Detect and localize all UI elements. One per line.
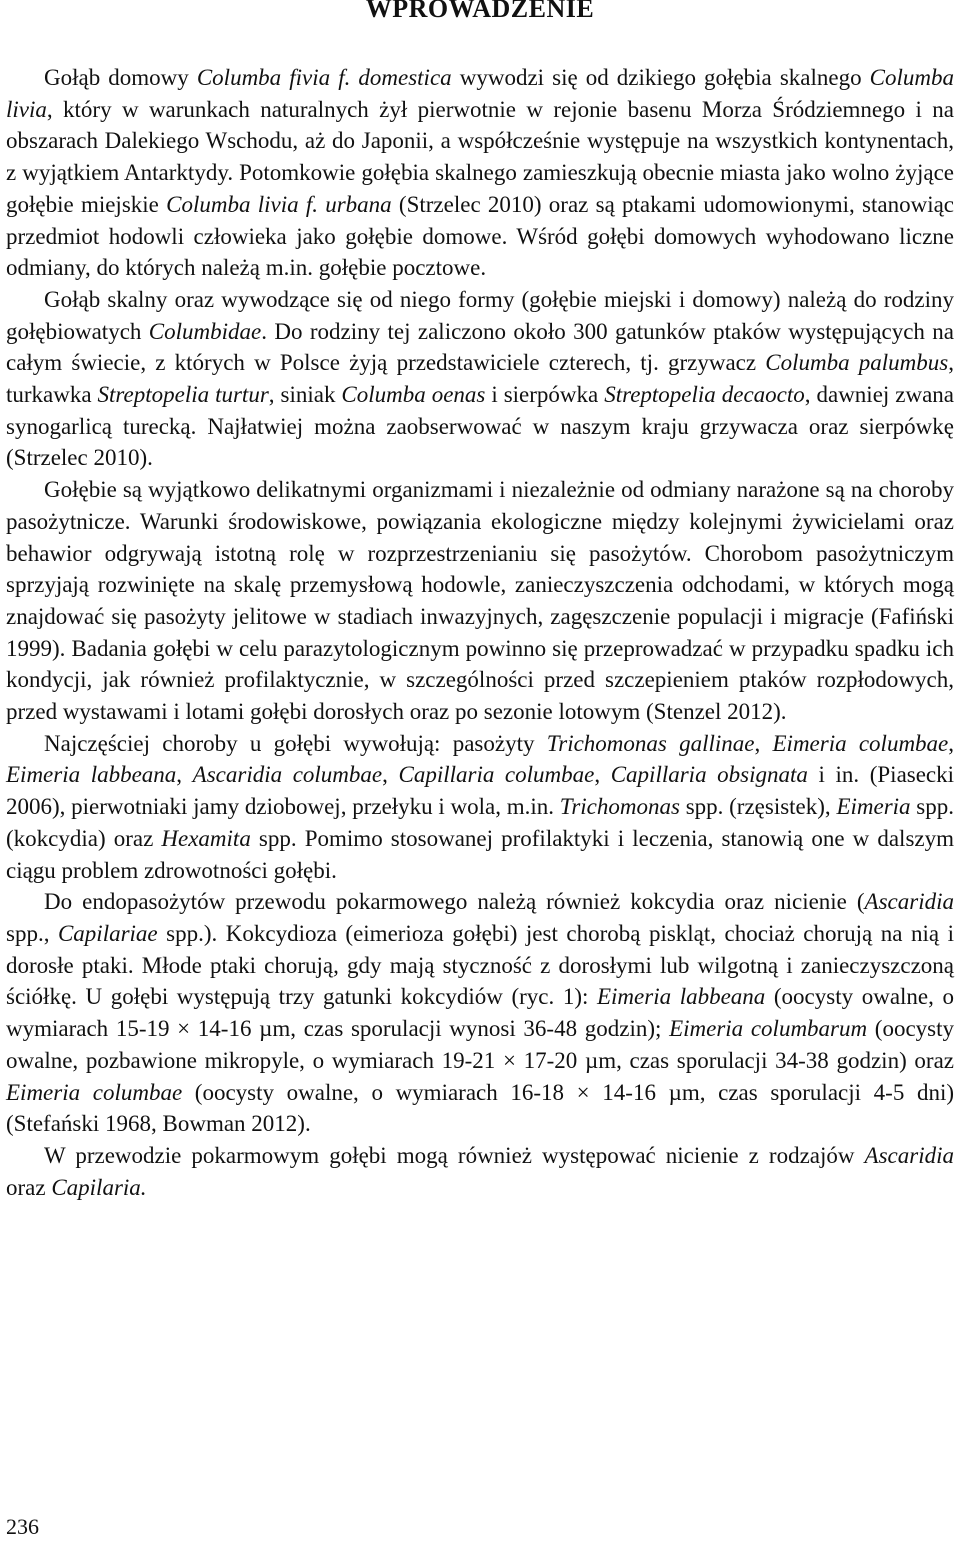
italic-term: Ascaridia columbae — [192, 762, 383, 788]
text-run: Gołąb domowy — [44, 65, 197, 90]
italic-term: Streptopelia turtur — [97, 382, 269, 408]
text-run: Do endopasożytów przewodu pokarmowego należą również kokcydia oraz nicienie ( — [44, 889, 865, 915]
italic-term: Ascaridia — [864, 1142, 954, 1168]
text-run: , — [754, 730, 773, 756]
italic-term: Columba palumbus — [765, 350, 949, 376]
text-run: oraz — [6, 1174, 52, 1200]
text-run: , — [176, 762, 193, 788]
italic-term: Eimeria columbae — [772, 730, 949, 756]
page-number: 236 — [6, 1514, 39, 1539]
text-run: (Strzelec 2010) oraz są ptakami udomowionymi, stanowiąc przedmiot hodowli człowieka jako gołębie domowe. Wśród gołębi domowych wyhodowano liczne odmiany, do których należą m.in. gołębie pocztowe. — [6, 191, 955, 281]
text-run: W przewodzie pokarmowym gołębi mogą również występować nicienie z rodzajów — [44, 1142, 865, 1168]
text-run: spp. (kokcydia) oraz — [6, 794, 954, 851]
body-text — [6, 62, 954, 1203]
italic-term: Eimeria columbarum — [669, 1016, 868, 1042]
italic-term: Columba fivia f. domestica — [196, 65, 452, 90]
italic-term: Ascaridia — [864, 889, 954, 915]
italic-term: Capillaria columbae — [398, 762, 595, 788]
text-run: (oocysty owalne, pozbawione mikropyle, o wymiarach 19-21 × 17-20 µm, czas sporulacji 34-38 godzin) oraz — [6, 1016, 955, 1073]
text-run: , który w warunkach naturalnych żył pierwotnie w rejonie basenu Morza Śródziemnego i na obszarach Dalekiego Wschodu, aż do Japonii, a współcześnie występuje na wszystkich kontynentach, z wyjątkiem Antarktydy. Potomkowie gołębia skalnego zamieszkują obecnie miasta jako wolno żyjące gołębie miejskie — [6, 96, 954, 217]
text-run: spp., — [6, 920, 58, 946]
paragraph — [6, 284, 954, 474]
text-run: i sierpówka — [485, 382, 605, 408]
italic-term: Eimeria columbae — [6, 1079, 183, 1105]
italic-term: Columba livia — [6, 65, 954, 122]
italic-term: Columba livia f. urbana — [166, 191, 392, 217]
italic-term: Eimeria — [836, 794, 911, 820]
italic-term: Trichomonas — [559, 794, 680, 820]
text-run: , — [948, 730, 955, 756]
text-run: . Do rodziny tej zaliczono około 300 gatunków ptaków występujących na całym świecie, z których w Polsce żyją przedstawiciele czterech, tj. grzywacz — [6, 318, 954, 376]
text-run: wywodzi się od dzikiego gołębia skalnego — [451, 65, 870, 90]
text-run: , — [382, 762, 399, 788]
italic-term: Eimeria labbeana — [6, 762, 177, 788]
text-run: , siniak — [268, 382, 342, 408]
text-run: , turkawka — [6, 350, 954, 408]
text-run: Najczęściej choroby u gołębi wywołują: pasożyty — [44, 730, 547, 756]
paragraph — [6, 474, 954, 728]
text-run: Gołąb skalny oraz wywodzące się od niego formy (gołębie miejski i domowy) należą do rodziny gołębiowatych — [6, 286, 954, 344]
italic-term: Capillaria obsignata — [610, 762, 808, 788]
text-run: Gołębie są wyjątkowo delikatnymi organizmami i niezależnie od odmiany narażone są na choroby pasożytnicze. Warunki środowiskowe, powiązania ekologiczne między kolejnymi żywicielami oraz behawior odgrywają istotną rolę w rozprzestrzenianiu się pasożytów. Chorobom pasożytniczym sprzyjają rozwinięte na skalę przemysłową hodowle, zanieczyszczenia odchodami, w których mogą znajdować się pasożyty jelitowe w stadiach inwazyjnych, zagęszczenie populacji i migracje (Fafiński 1999). Badania gołębi w celu parazytologicznym powinno się przeprowadzać w przypadku spadku ich kondycji, jak również profilaktycznie, w szczególności przed szczepieniem ptaków rozpłodowych, przed wystawami i lotami gołębi dorosłych oraz po sezonie lotowym (Stenzel 2012). — [6, 477, 954, 725]
italic-term: Streptopelia decaocto — [604, 382, 805, 408]
text-run: i in. (Piasecki 2006), pierwotniaki jamy dziobowej, przełyku i wola, m.in. — [6, 762, 955, 820]
paragraph — [6, 1140, 954, 1203]
italic-term: Columbidae — [148, 318, 262, 344]
page-title: WPROWADZENIE — [365, 0, 595, 23]
paragraph — [6, 62, 954, 284]
paragraph — [6, 886, 954, 1140]
italic-term: Capilaria. — [51, 1174, 147, 1200]
italic-term: Eimeria labbeana — [596, 984, 766, 1010]
text-run: , — [594, 762, 611, 788]
text-run: (oocysty owalne, o wymiarach 16-18 × 14-16 µm, czas sporulacji 4-5 dni) (Stefański 1968, Bowman 2012). — [6, 1079, 954, 1137]
paragraph — [6, 728, 954, 887]
text-run: spp. Pomimo stosowanej profilaktyki i leczenia, stanowią one w dalszym ciągu problem zdrowotności gołębi. — [6, 825, 954, 883]
text-run: spp.). Kokcydioza (eimerioza gołębi) jest chorobą piskląt, chociaż chorują na nią i dorosłe ptaki. Młode ptaki chorują, gdy mają styczność z dorosłymi lub wilgotną i zanieczyszczoną ściółkę. U gołębi występują trzy gatunki kokcydiów (ryc. 1): — [6, 920, 954, 1010]
text-run: spp. (rzęsistek), — [679, 794, 837, 820]
italic-term: Capilariae — [57, 920, 158, 946]
italic-term: Columba oenas — [341, 382, 486, 408]
italic-term: Hexamita — [161, 825, 251, 851]
italic-term: Trichomonas gallinae — [546, 730, 755, 756]
text-run: (oocysty owalne, o wymiarach 15-19 × 14-16 µm, czas sporulacji wynosi 36-48 godzin); — [6, 984, 954, 1042]
text-run: , dawniej zwana synogarlicą turecką. Najłatwiej można zaobserwować w naszym kraju grzywacza oraz sierpówkę (Strzelec 2010). — [6, 382, 954, 471]
